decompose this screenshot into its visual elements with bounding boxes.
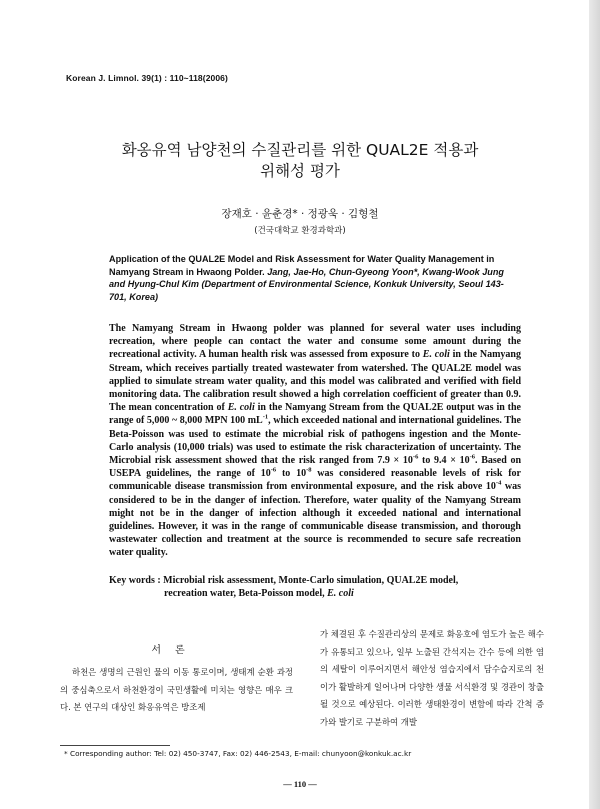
- abstract-superscript: -1: [262, 414, 269, 422]
- footnote-rule: [60, 745, 170, 746]
- english-affiliation: (Department of Environmental Science, Konkuk University, Seoul 143-701, Korea): [109, 279, 504, 302]
- page-number: — 110 —: [283, 779, 317, 789]
- keywords-line-1: Microbial risk assessment, Monte-Carlo simulation, QUAL2E model,: [163, 575, 459, 586]
- abstract-superscript: -6: [412, 453, 419, 461]
- abstract-text: , which exceeded national and international guidelines. The Beta-Poisson was used to estimate the microbial risk of pathogens ingestion and the Monte-Carlo analysis (10,000 trials) was used to estimate the risk characterization of uncertainty. The Microbial risk assessment showed that the risk ranged from 7.9 × 10: [109, 415, 521, 467]
- keywords: [109, 574, 521, 600]
- abstract-species: E. coli: [227, 402, 255, 414]
- affiliation-korean: (건국대학교 환경과학과): [254, 226, 346, 236]
- english-title: Application of the QUAL2E Model and Risk Assessment for Water Quality Management in Namyang Stream in Hwaong Polder.: [109, 254, 495, 277]
- abstract-superscript: -6: [469, 453, 476, 461]
- title-line-2: 위해성 평가: [260, 162, 340, 180]
- abstract: [109, 322, 521, 560]
- page-edge-shadow: [589, 0, 600, 809]
- abstract-text: to 9.4 × 10: [418, 455, 470, 467]
- abstract-text: was considered to be in the danger of infection. Therefore, water quality of the Namyang Stream might not be in the danger of infection although it exceeded national and international guidelines. However, it was in the range of communicable disease transmission, and thorough wastewater collection and treatment at the source is recommended to secure safe recreation water quality.: [109, 481, 521, 559]
- abstract-text: in the Namyang Stream, which receives partially treated wastewater from watershed. The QUAL2E model was applied to simulate stream water quality, and this model was calibrated and verified with field monitoring data. The calibration result showed a high correlation coefficient of greater than 0.9. The mean concentration of: [109, 349, 521, 414]
- body-column-left: 하천은 생명의 근원인 물의 이동 통로이며, 생태계 순환 과정의 중심축으로서 하천환경이 국민생활에 미치는 영향은 매우 크다. 본 연구의 대상인 화옹유역은 방조제: [60, 667, 293, 712]
- keywords-label: Key words :: [109, 575, 164, 586]
- section-heading-introduction: 서론: [151, 645, 199, 656]
- abstract-superscript: -8: [306, 466, 312, 474]
- english-title-block: [109, 253, 521, 303]
- paper-title: [60, 140, 540, 182]
- english-authors: Jang, Jae-Ho, Chun-Gyeong Yoon*, Kwang-Wook Jung and Hyung-Chul Kim: [109, 266, 504, 290]
- abstract-text: to 10: [276, 468, 307, 480]
- abstract-superscript: -4: [495, 480, 502, 488]
- abstract-text: The Namyang Stream in Hwaong polder was planned for several water uses including recreation, where people can contact the water and consume some amount during the recreational activity. A human health risk was assessed from exposure to: [109, 323, 521, 361]
- title-line-1: 화옹유역 남양천의 수질관리를 위한 QUAL2E 적용과: [121, 141, 479, 159]
- keywords-line-2: recreation water, Beta-Poisson model,: [164, 588, 328, 599]
- journal-reference: Korean J. Limnol. 39(1) : 110~118(2006): [66, 73, 228, 83]
- abstract-superscript: -6: [270, 466, 277, 474]
- abstract-text: was considered reasonable levels of risk for communicable disease transmission from environmental exposure, and the risk above 10: [109, 468, 521, 493]
- abstract-text: . Based on USEPA guidelines, the range of 10: [109, 455, 522, 480]
- corresponding-author-footnote: * Corresponding author: Tel: 02) 450-3747, Fax: 02) 446-2543, E-mail: chunyoon@konkuk.ac.kr: [64, 749, 412, 758]
- abstract-text: in the Namyang Stream from the QUAL2E output was in the range of 5,000 ~ 8,000 MPN 100 mL: [109, 402, 521, 427]
- body-column-right: 가 체결된 후 수질관리상의 문제로 화옹호에 염도가 높은 해수가 유통되고 있으나, 일부 노출된 간석지는 간수 등에 의한 염의 세탈이 이루어지면서 해안성 염습지에서 담수습지로의 천이가 활발하게 일어나며 다양한 생물 서식환경 및 경관이 창출될 것으로 예상된다. 이러한 생태환경이 변함에 따라 간척 증가와 발기로 구분하여 개발: [320, 629, 544, 727]
- keywords-species: E. coli: [327, 588, 354, 599]
- authors-korean: 장재호 · 윤춘경* · 정광욱 · 김형철: [221, 208, 379, 220]
- abstract-species: E. coli: [422, 349, 450, 361]
